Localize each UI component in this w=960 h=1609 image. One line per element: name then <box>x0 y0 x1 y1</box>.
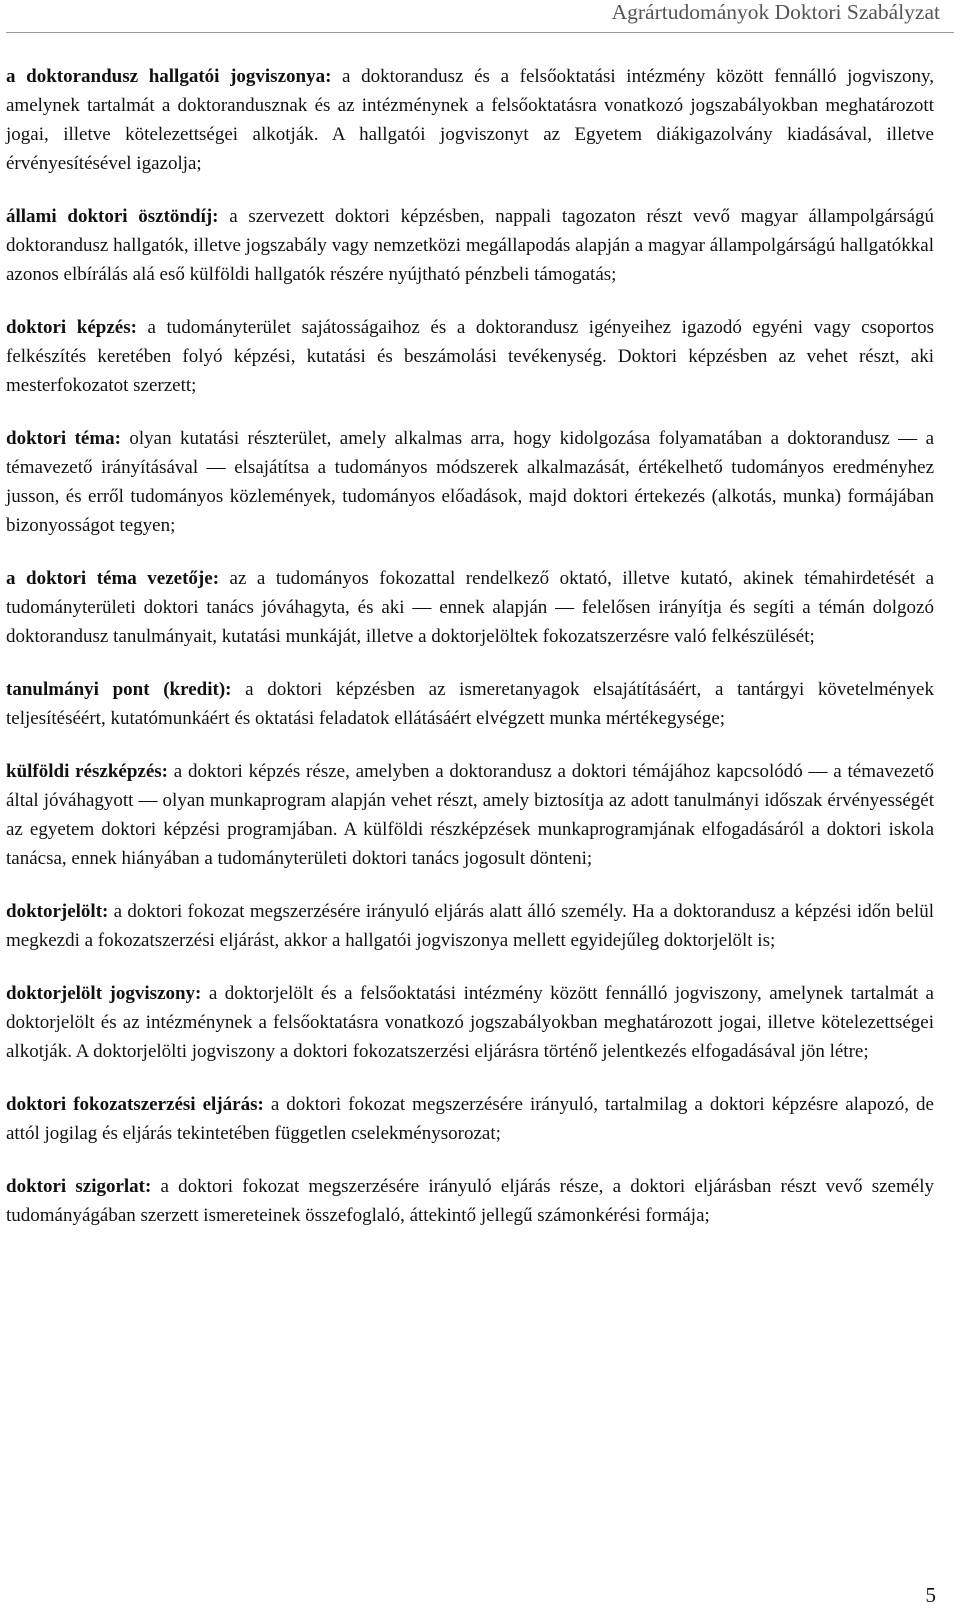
definition-term: doktori téma: <box>6 428 121 449</box>
definition-text: a doktori fokozat megszerzésére irányuló, tartalmilag a doktori képzésre alapozó, de attól jogilag és eljárás tekintetében független cselekménysorozat; <box>6 1094 934 1144</box>
definition-text: olyan kutatási részterület, amely alkalmas arra, hogy kidolgozása folyamatában a doktorandusz — a témavezető irányításával — elsajátítsa a tudományos módszerek alkalmazását, értékelhető tudományos eredményhez jusson, és erről tudományos közlemények, tudományos előadások, majd doktori értekezés (alkotás, munka) formájában bizonyosságot tegyen; <box>6 428 935 536</box>
definition-text: a doktori képzésben az ismeretanyagok elsajátításáért, a tantárgyi követelmények teljesítéséért, kutatómunkáért és oktatási feladatok ellátásáért elvégzett munka mértékegysége; <box>6 679 934 729</box>
definition-term: külföldi részképzés: <box>6 761 168 782</box>
definition-term: a doktorandusz hallgatói jogviszonya: <box>6 66 332 87</box>
definition-text: a doktorjelölt és a felsőoktatási intézmény között fennálló jogviszony, amelynek tartalmát a doktorjelölt és az intézménynek a felsőoktatásra vonatkozó jogszabályokban meghatározott jogai, illetve kötelezettségei alkotják. A doktorjelölti jogviszony a doktori fokozatszerzési eljárásra történő jelentkezés elfogadásával jön létre; <box>6 983 934 1062</box>
definition-text: a doktori képzés része, amelyben a doktorandusz a doktori témájához kapcsolódó — a témavezető által jóváhagyott — olyan munkaprogram alapján vehet részt, amely biztosítja az adott tanulmányi időszak érvényességét az egyetem doktori képzési programjában. A külföldi részképzések munkaprogramjának elfogadásáról a doktori iskola tanácsa, ennek hiányában a tudományterületi doktori tanács jogosult dönteni; <box>6 761 934 869</box>
definition-text: a doktori fokozat megszerzésére irányuló eljárás része, a doktori eljárásban részt vevő személy tudományágában szerzett ismereteinek összefoglaló, áttekintő jellegű számonkérési formája; <box>6 1176 934 1226</box>
definition-text: a szervezett doktori képzésben, nappali tagozaton részt vevő magyar állampolgárságú doktorandusz hallgatók, illetve jogszabály vagy nemzetközi megállapodás alapján a magyar állampolgárságú hallgatókkal azonos elbírálás alá eső külföldi hallgatók részére nyújtható pénzbeli támogatás; <box>6 206 935 285</box>
definition-entry <box>6 757 934 873</box>
definition-term: doktori képzés: <box>6 317 137 338</box>
definition-term: a doktori téma vezetője: <box>6 568 220 589</box>
definition-text: a tudományterület sajátosságaihoz és a doktorandusz igényeihez igazodó egyéni vagy csoportos felkészítés keretében folyó képzési, kutatási és beszámolási tevékenység. Doktori képzésben az vehet részt, aki mesterfokozatot szerzett; <box>6 317 935 396</box>
definition-entry <box>6 1172 934 1230</box>
definition-term: doktori fokozatszerzési eljárás: <box>6 1094 264 1115</box>
definition-entry <box>6 1090 934 1148</box>
definitions-list <box>6 62 934 1254</box>
page-number: 5 <box>925 1583 936 1607</box>
definition-entry <box>6 62 934 178</box>
definition-entry <box>6 979 934 1066</box>
definition-text: a doktorandusz és a felsőoktatási intézmény között fennálló jogviszony, amelynek tartalmát a doktorandusznak és az intézménynek a felsőoktatásra vonatkozó jogszabályokban meghatározott jogai, illetve kötelezettségei alkotják. A hallgatói jogviszonyt az Egyetem diákigazolvány kiadásával, illetve érvényesítésével igazolja; <box>6 66 934 174</box>
header-divider <box>6 32 954 33</box>
definition-entry <box>6 564 934 651</box>
definition-term: doktori szigorlat: <box>6 1176 152 1197</box>
definition-term: doktorjelölt jogviszony: <box>6 983 202 1004</box>
definition-entry <box>6 675 934 733</box>
definition-entry <box>6 313 934 400</box>
definition-term: állami doktori ösztöndíj: <box>6 206 219 227</box>
definition-text: a doktori fokozat megszerzésére irányuló eljárás alatt álló személy. Ha a doktorandusz a képzési időn belül megkezdi a fokozatszerzési eljárást, akkor a hallgatói jogviszonya mellett egyidejűleg doktorjelölt is; <box>6 901 934 951</box>
definition-term: doktorjelölt: <box>6 901 109 922</box>
definition-term: tanulmányi pont (kredit): <box>6 679 232 700</box>
document-title: Agrártudományok Doktori Szabályzat <box>611 0 940 24</box>
definition-text: az a tudományos fokozattal rendelkező oktató, illetve kutató, akinek témahirdetését a tudományterületi doktori tanács jóváhagyta, és aki — ennek alapján — felelősen irányítja és segíti a témán dolgozó doktorandusz tanulmányait, kutatási munkáját, illetve a doktorjelöltek fokozatszerzésre való felkészülését; <box>6 568 934 647</box>
definition-entry <box>6 424 934 540</box>
definition-entry <box>6 202 934 289</box>
definition-entry <box>6 897 934 955</box>
page-header <box>0 0 960 36</box>
